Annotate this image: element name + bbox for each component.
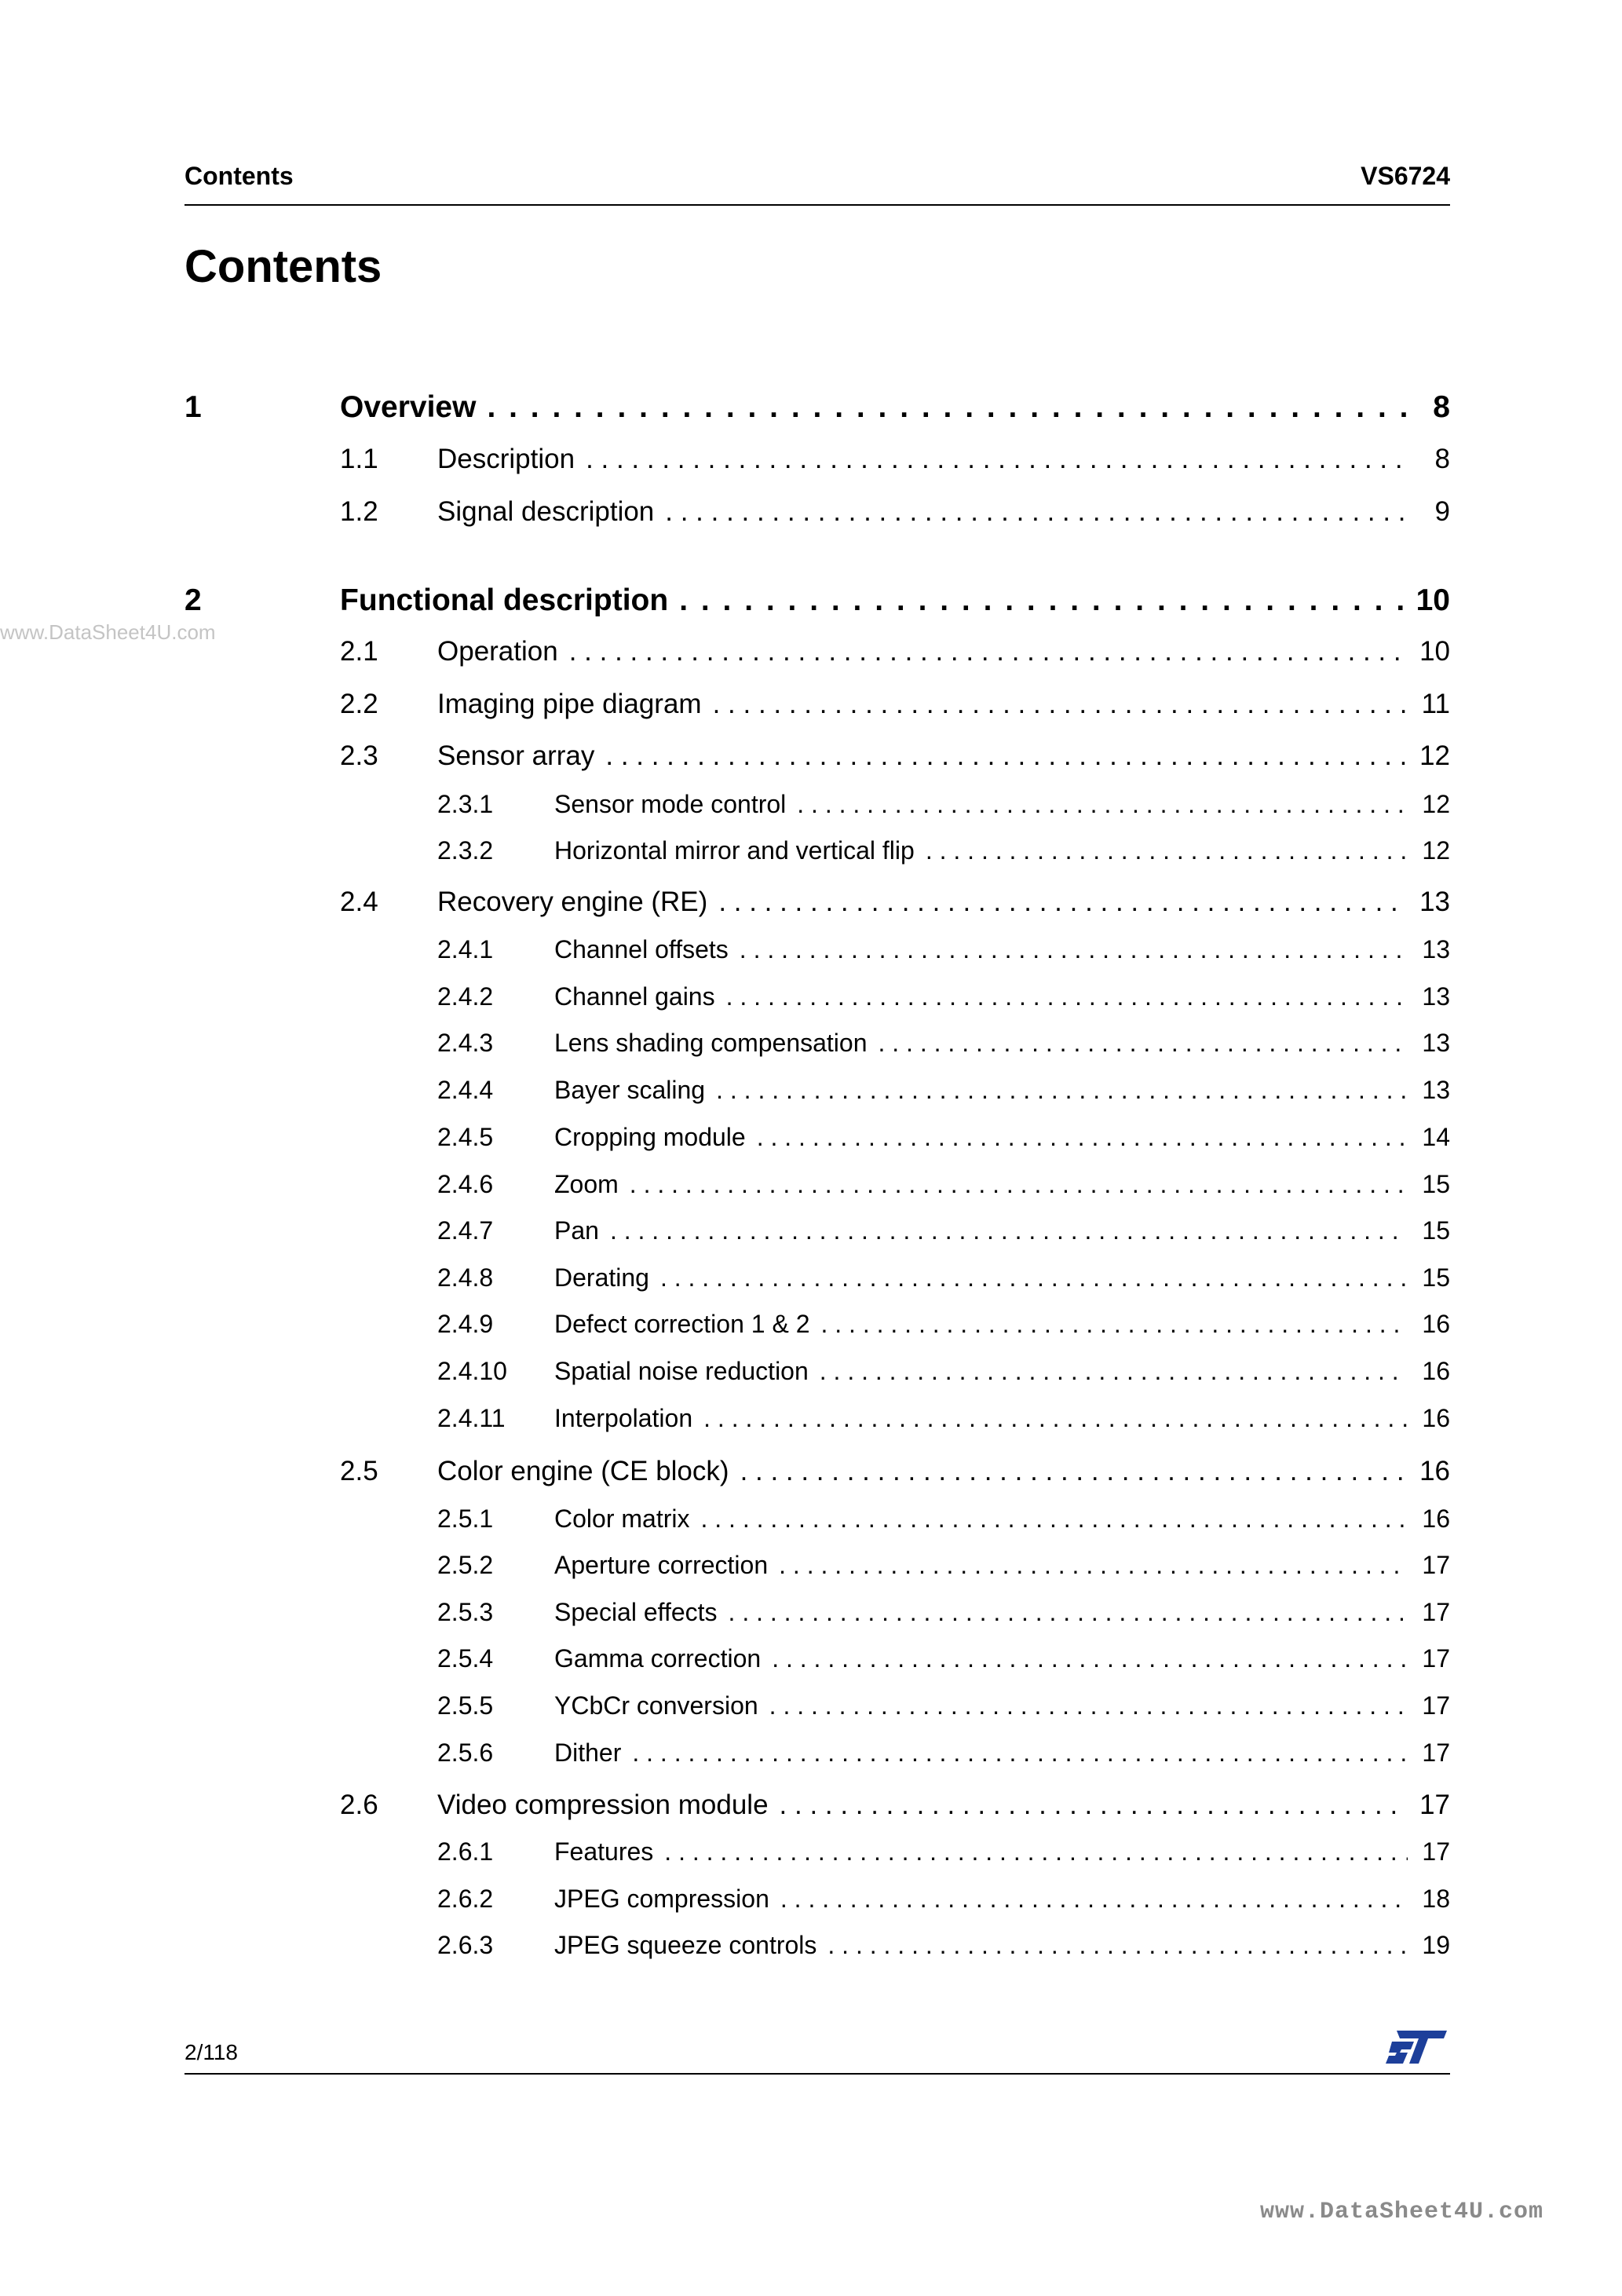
toc-entry-label: Description xyxy=(437,444,575,474)
header-document-id: VS6724 xyxy=(1361,162,1450,190)
toc-entry-page: 13 xyxy=(1422,982,1450,1011)
toc-entry-body xyxy=(554,1216,1450,1245)
toc-entry-page: 13 xyxy=(1422,1029,1450,1057)
toc-entry-label: Defect correction 1 & 2 xyxy=(554,1310,810,1338)
toc-entry-page: 17 xyxy=(1422,1644,1450,1673)
toc-entry-number: 2.4.8 xyxy=(437,1263,494,1292)
toc-entry-label: Horizontal mirror and vertical flip xyxy=(554,836,915,865)
toc-dot-leader xyxy=(679,583,1405,618)
toc-entry-page: 14 xyxy=(1422,1123,1450,1151)
toc-entry-label: Channel offsets xyxy=(554,935,729,963)
toc-entry-body xyxy=(340,390,1450,425)
toc-entry-label: Special effects xyxy=(554,1598,718,1626)
toc-dot-leader xyxy=(630,1170,1408,1199)
toc-entry-number: 2.6 xyxy=(340,1790,378,1820)
toc-entry-page: 18 xyxy=(1422,1885,1450,1913)
toc-entry-page: 15 xyxy=(1422,1216,1450,1245)
toc-entry-label: Imaging pipe diagram xyxy=(437,689,702,719)
toc-dot-leader xyxy=(740,935,1408,964)
toc-dot-leader xyxy=(718,887,1408,918)
toc-entry-page: 10 xyxy=(1419,636,1450,667)
toc-entry-body xyxy=(554,790,1450,819)
toc-entry-number: 2.4.5 xyxy=(437,1123,494,1151)
page-header xyxy=(184,157,1450,206)
watermark-left: www.DataSheet4U.com xyxy=(0,620,216,644)
toc-dot-leader xyxy=(729,1598,1408,1627)
toc-entry-page: 17 xyxy=(1422,1598,1450,1626)
toc-entry-page: 9 xyxy=(1434,496,1450,527)
toc-dot-leader xyxy=(665,496,1408,528)
toc-entry-page: 13 xyxy=(1422,935,1450,963)
toc-dot-leader xyxy=(926,836,1408,865)
toc-entry-body xyxy=(437,444,1450,475)
toc-entry-number: 2.1 xyxy=(340,636,378,667)
toc-entry-label: Functional description xyxy=(340,583,669,617)
toc-entry-page: 15 xyxy=(1422,1263,1450,1292)
toc-dot-leader xyxy=(779,1551,1408,1580)
toc-entry-number: 2.5.5 xyxy=(437,1691,494,1720)
watermark-bottom: www.DataSheet4U.com xyxy=(1259,2199,1543,2225)
toc-entry-body xyxy=(554,1170,1450,1199)
toc-dot-leader xyxy=(797,790,1408,819)
toc-entry-body xyxy=(437,887,1450,918)
toc-entry-number: 2.4.9 xyxy=(437,1310,494,1338)
toc-dot-leader xyxy=(820,1357,1408,1386)
toc-entry-body xyxy=(554,1598,1450,1627)
toc-entry-body xyxy=(554,935,1450,964)
toc-entry-body xyxy=(554,1551,1450,1580)
toc-entry-label: Lens shading compensation xyxy=(554,1029,868,1057)
toc-entry-page: 16 xyxy=(1419,1456,1450,1486)
toc-entry-number: 2.4.7 xyxy=(437,1216,494,1245)
toc-entry-label: Recovery engine (RE) xyxy=(437,887,708,917)
toc-entry-label: Bayer scaling xyxy=(554,1076,706,1104)
toc-dot-leader xyxy=(487,390,1408,425)
toc-entry-label: Sensor array xyxy=(437,740,595,771)
page-footer xyxy=(184,2034,1450,2075)
toc-entry-number: 2.2 xyxy=(340,689,378,719)
toc-dot-leader xyxy=(740,1456,1408,1487)
toc-entry-label: Cropping module xyxy=(554,1123,746,1151)
toc-entry-number: 2.4.2 xyxy=(437,982,494,1011)
toc-entry-number: 2.5.3 xyxy=(437,1598,494,1626)
toc-entry-label: Aperture correction xyxy=(554,1551,769,1579)
toc-entry-label: Color matrix xyxy=(554,1504,690,1533)
toc-entry-body xyxy=(340,583,1450,618)
toc-entry-page: 17 xyxy=(1422,1551,1450,1579)
toc-entry-body xyxy=(554,982,1450,1011)
toc-entry-body xyxy=(554,1837,1450,1866)
toc-entry-number: 2.6.2 xyxy=(437,1885,494,1913)
toc-entry-number: 2.3 xyxy=(340,740,378,771)
toc-entry-body xyxy=(437,740,1450,772)
toc-dot-leader xyxy=(757,1123,1408,1152)
toc-entry-number: 2.5.1 xyxy=(437,1504,494,1533)
toc-dot-leader xyxy=(610,1216,1408,1245)
toc-entry-label: Sensor mode control xyxy=(554,790,787,818)
toc-entry-number: 2.4.11 xyxy=(437,1404,506,1432)
toc-dot-leader xyxy=(726,982,1408,1011)
toc-entry-body xyxy=(554,1504,1450,1534)
toc-entry-page: 13 xyxy=(1419,887,1450,917)
toc-entry-body xyxy=(554,1029,1450,1058)
toc-entry-body xyxy=(437,1456,1450,1487)
toc-entry-label: Signal description xyxy=(437,496,655,527)
toc-entry-label: Operation xyxy=(437,636,558,667)
toc-entry-number: 1 xyxy=(184,390,202,424)
toc-entry-page: 11 xyxy=(1421,689,1450,719)
toc-entry-body xyxy=(554,1263,1450,1292)
toc-entry-label: Channel gains xyxy=(554,982,715,1011)
toc-entry-body xyxy=(554,1644,1450,1673)
toc-entry-label: Features xyxy=(554,1837,654,1866)
page-title: Contents xyxy=(184,241,382,292)
toc-entry-label: Color engine (CE block) xyxy=(437,1456,729,1486)
toc-entry-label: Video compression module xyxy=(437,1790,769,1820)
toc-entry-page: 12 xyxy=(1422,790,1450,818)
toc-dot-leader xyxy=(820,1310,1408,1339)
toc-dot-leader xyxy=(586,444,1408,475)
toc-entry-page: 12 xyxy=(1422,836,1450,865)
toc-entry-page: 8 xyxy=(1433,390,1450,424)
toc-entry-page: 16 xyxy=(1422,1357,1450,1385)
toc-dot-leader xyxy=(769,1691,1408,1720)
toc-entry-number: 2.5 xyxy=(340,1456,378,1486)
toc-entry-page: 16 xyxy=(1422,1310,1450,1338)
toc-entry-body xyxy=(437,636,1450,667)
toc-entry-page: 17 xyxy=(1422,1738,1450,1767)
toc-entry-page: 17 xyxy=(1422,1837,1450,1866)
toc-entry-page: 16 xyxy=(1422,1404,1450,1432)
toc-entry-page: 17 xyxy=(1422,1691,1450,1720)
toc-entry-page: 10 xyxy=(1416,583,1450,617)
toc-entry-number: 2.4.10 xyxy=(437,1357,507,1385)
toc-entry-body xyxy=(437,496,1450,528)
toc-entry-number: 2.3.1 xyxy=(437,790,494,818)
toc-entry-body xyxy=(554,1123,1450,1152)
toc-entry-page: 19 xyxy=(1422,1931,1450,1959)
toc-entry-label: Zoom xyxy=(554,1170,619,1198)
toc-entry-body xyxy=(554,1357,1450,1386)
toc-entry-label: Gamma correction xyxy=(554,1644,762,1673)
toc-dot-leader xyxy=(879,1029,1408,1058)
toc-entry-number: 2 xyxy=(184,583,202,617)
toc-entry-body xyxy=(554,1404,1450,1433)
toc-entry-label: Spatial noise reduction xyxy=(554,1357,809,1385)
toc-entry-page: 8 xyxy=(1434,444,1450,474)
toc-dot-leader xyxy=(703,1404,1408,1433)
toc-entry-body xyxy=(437,1790,1450,1821)
toc-entry-label: Interpolation xyxy=(554,1404,693,1432)
toc-entry-label: JPEG compression xyxy=(554,1885,769,1913)
toc-entry-body xyxy=(554,1738,1450,1768)
toc-dot-leader xyxy=(713,689,1408,720)
toc-dot-leader xyxy=(772,1644,1408,1673)
toc-entry-body xyxy=(554,1310,1450,1339)
toc-entry-label: YCbCr conversion xyxy=(554,1691,758,1720)
toc-dot-leader xyxy=(780,1885,1408,1914)
toc-entry-page: 15 xyxy=(1422,1170,1450,1198)
page-number: 2/118 xyxy=(184,2040,238,2064)
toc-entry-label: Dither xyxy=(554,1738,622,1767)
toc-entry-page: 17 xyxy=(1419,1790,1450,1820)
toc-dot-leader xyxy=(700,1504,1408,1534)
header-section-title: Contents xyxy=(184,162,294,190)
toc-dot-leader xyxy=(605,740,1408,772)
toc-entry-number: 2.6.1 xyxy=(437,1837,494,1866)
toc-entry-body xyxy=(554,836,1450,865)
toc-dot-leader xyxy=(660,1263,1408,1292)
toc-entry-page: 16 xyxy=(1422,1504,1450,1533)
toc-entry-body xyxy=(437,689,1450,720)
toc-entry-number: 2.5.6 xyxy=(437,1738,494,1767)
toc-entry-number: 2.4.6 xyxy=(437,1170,494,1198)
toc-entry-page: 12 xyxy=(1419,740,1450,771)
toc-entry-page: 13 xyxy=(1422,1076,1450,1104)
toc-entry-number: 2.5.2 xyxy=(437,1551,494,1579)
st-logo-icon xyxy=(1384,2027,1450,2067)
toc-entry-number: 2.5.4 xyxy=(437,1644,494,1673)
toc-entry-number: 1.2 xyxy=(340,496,378,527)
toc-entry-label: Derating xyxy=(554,1263,649,1292)
toc-dot-leader xyxy=(569,636,1408,667)
toc-entry-label: JPEG squeeze controls xyxy=(554,1931,817,1959)
toc-entry-number: 1.1 xyxy=(340,444,378,474)
toc-entry-number: 2.4.4 xyxy=(437,1076,494,1104)
toc-dot-leader xyxy=(664,1837,1408,1866)
toc-entry-number: 2.4 xyxy=(340,887,378,917)
toc-dot-leader xyxy=(716,1076,1408,1105)
toc-dot-leader xyxy=(780,1790,1408,1821)
toc-dot-leader xyxy=(632,1738,1408,1768)
toc-entry-body xyxy=(554,1885,1450,1914)
toc-entry-number: 2.6.3 xyxy=(437,1931,494,1959)
toc-entry-label: Overview xyxy=(340,390,477,424)
toc-entry-body xyxy=(554,1931,1450,1960)
toc-entry-label: Pan xyxy=(554,1216,599,1245)
toc-entry-number: 2.3.2 xyxy=(437,836,494,865)
toc-entry-number: 2.4.1 xyxy=(437,935,494,963)
toc-entry-body xyxy=(554,1691,1450,1720)
toc-entry-number: 2.4.3 xyxy=(437,1029,494,1057)
toc-entry-body xyxy=(554,1076,1450,1105)
toc-dot-leader xyxy=(827,1931,1408,1960)
